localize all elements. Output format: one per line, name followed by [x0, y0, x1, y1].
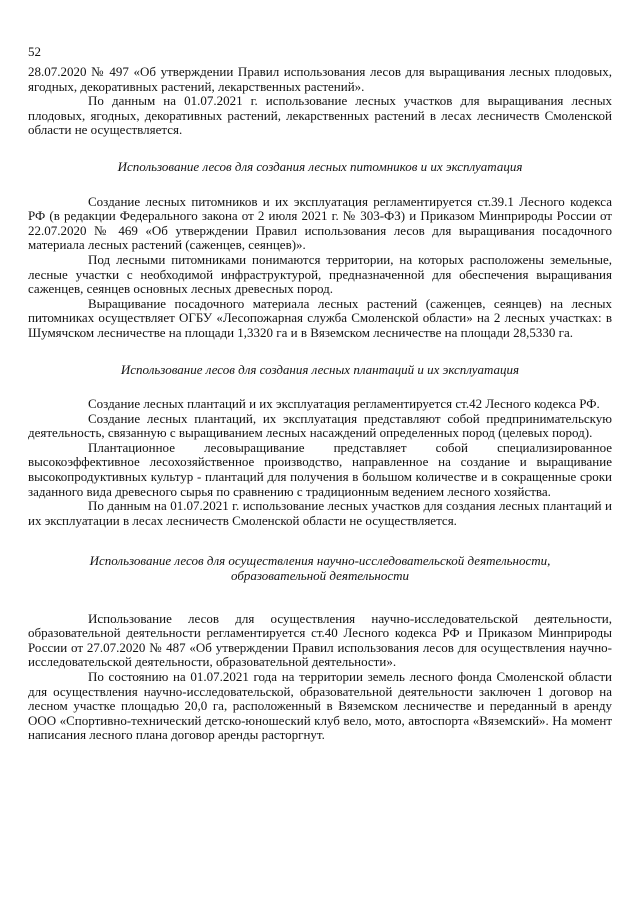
research-paragraph-2: По состоянию на 01.07.2021 года на территории земель лесного фонда Смоленской области для осуществления научно-исследовательской, образовательной деятельности заключен 1 договор на лесном участке площадью 20,0 га, расположенный в Вяземском лесничестве и переданный в аренду ООО «Спортивно-технический детско-юношеский клуб вело, мото, автоспорта «Вяземский». На момент написания лесного плана договор аренды расторгнут. — [28, 669, 612, 743]
plantations-paragraph-4: По данным на 01.07.2021 г. использование лесных участков для создания лесных плантаций и их эксплуатации в лесах лесничеств Смоленской области не осуществляется. — [28, 498, 612, 528]
nurseries-paragraph-1: Создание лесных питомников и их эксплуатация регламентируется ст.39.1 Лесного кодекса РФ (в редакции Федерального закона от 2 июля 2021 г. № 303-ФЗ) и Приказом Минприроды России от 22.07.2020 № 469 «Об утверждении Правил использования лесов для выращивания посадочного материала лесных растений (саженцев, сеянцев)». — [28, 193, 612, 253]
page-content — [28, 65, 612, 743]
intro-paragraph-1: 28.07.2020 № 497 «Об утверждении Правил использования лесов для выращивания лесных плодовых, ягодных, декоративных растений, лекарственных растений». — [28, 64, 612, 94]
section-heading-research-line-1: Использование лесов для осуществления научно-исследовательской деятельности, — [89, 553, 551, 569]
section-heading-research — [28, 554, 612, 583]
plantations-paragraph-1: Создание лесных плантаций и их эксплуатация регламентируется ст.42 Лесного кодекса РФ. — [88, 396, 600, 412]
plantations-paragraph-3: Плантационное лесовыращивание представляет собой специализированное высокоэффективное лесохозяйственное производство, направленное на создание и выращивание высокопродуктивных культур - плантаций для получения в большом количестве и в сокращенные сроки заданного вида древесного сырья по сравнению с традиционным ведением лесного хозяйства. — [28, 439, 612, 499]
intro-paragraph-2: По данным на 01.07.2021 г. использование лесных участков для выращивания лесных плодовых, ягодных, декоративных растений, лекарственных растений в лесах лесничеств Смоленской области не осуществляется. — [28, 93, 612, 138]
plantations-paragraph-2: Создание лесных плантаций, их эксплуатация представляют собой предпринимательскую деятельность, связанную с выращиванием лесных насаждений определенных пород (целевых пород). — [28, 410, 612, 441]
nurseries-paragraph-2: Под лесными питомниками понимаются территории, на которых расположены земельные, лесные участки с необходимой инфраструктурой, предназначенной для обеспечения выращивания саженцев, сеянцев основных лесных древесных пород. — [28, 251, 612, 297]
page-number: 52 — [28, 44, 41, 59]
section-heading-nurseries: Использование лесов для создания лесных питомников и их эксплуатация — [117, 158, 523, 174]
nurseries-paragraph-3: Выращивание посадочного материала лесных растений (саженцев, сеянцев) на лесных питомниках осуществляет ОГБУ «Лесопожарная служба Смоленской области» на 2 лесных участках: в Шумячском лесничестве на площади 1,3320 га и в Вяземском лесничестве на площади 28,5330 га. — [28, 295, 612, 340]
section-heading-research-line-2: образовательной деятельности — [230, 568, 409, 584]
section-heading-plantations: Использование лесов для создания лесных плантаций и их эксплуатация — [120, 361, 520, 377]
research-paragraph-1: Использование лесов для осуществления научно-исследовательской деятельности, образовательной деятельности регламентируется ст.40 Лесного кодекса РФ и Приказом Минприроды России от 27.07.2020 № 487 «Об утверждении Правил использования лесов для осуществления научно-исследовательской деятельности, образовательной деятельности». — [28, 610, 612, 670]
